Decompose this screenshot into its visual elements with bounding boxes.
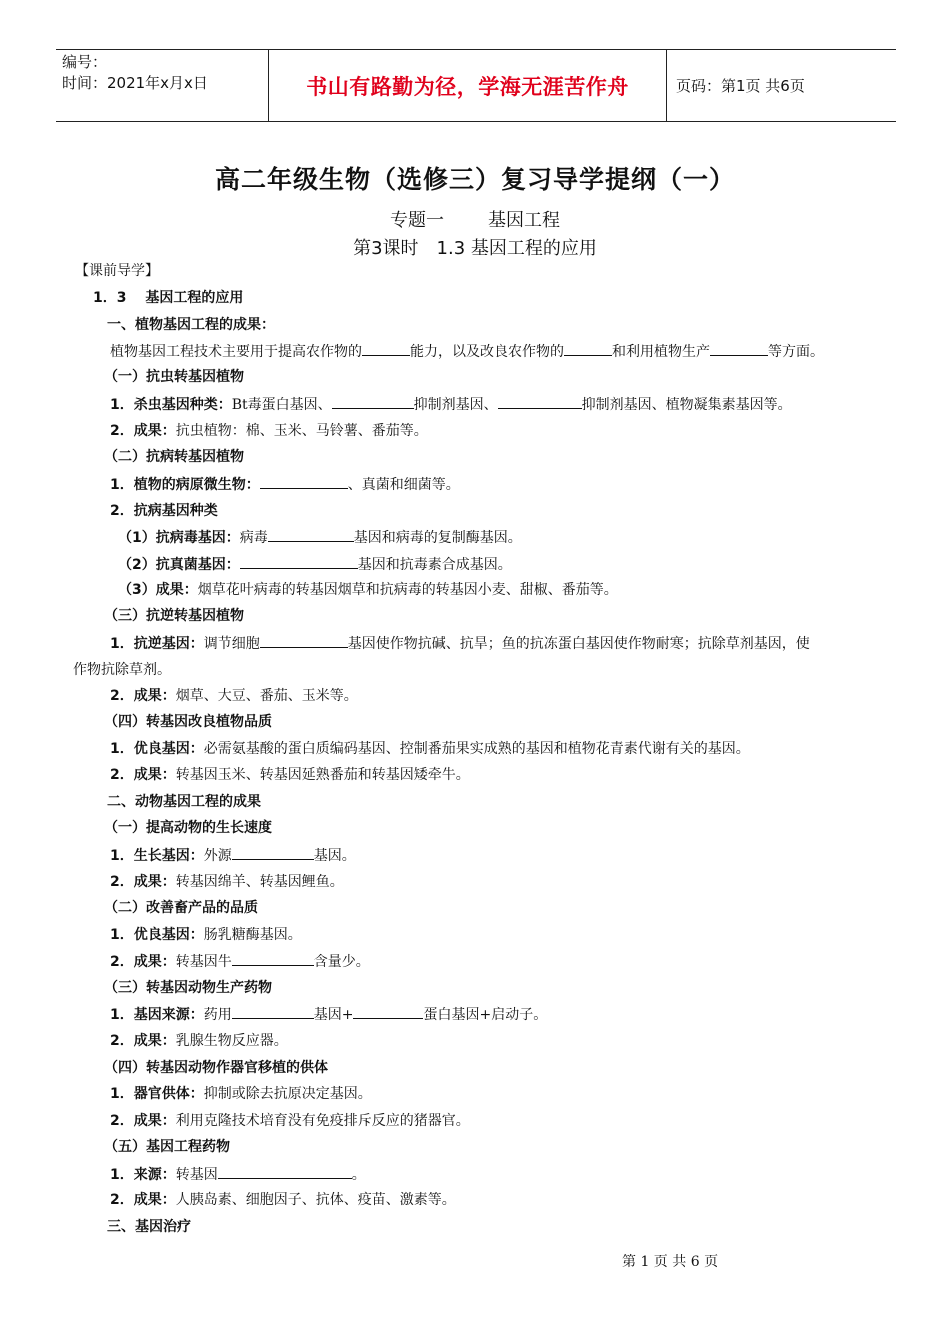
text-line: 2．成果：利用克隆技术培育没有免疫排斥反应的猪器官。 bbox=[110, 1113, 470, 1129]
header-table bbox=[56, 49, 896, 122]
text-line: 1．杀虫基因种类：Bt毒蛋白基因、 抑制剂基因、 抑制剂基因、植物凝集素基因等。 bbox=[110, 397, 792, 413]
subsection-heading: （四）转基因动物作器官移植的供体 bbox=[104, 1060, 328, 1076]
subsection-heading: （一）提高动物的生长速度 bbox=[104, 820, 272, 836]
text-line: （1）抗病毒基因：病毒 基因和病毒的复制酶基因。 bbox=[118, 530, 522, 546]
text-line: 1．植物的病原微生物： 、真菌和细菌等。 bbox=[110, 477, 460, 493]
subsection-heading: （三）转基因动物生产药物 bbox=[104, 980, 272, 996]
section-heading: 一、植物基因工程的成果： bbox=[107, 317, 275, 333]
time-label: 时间：2021年x月x日 bbox=[62, 74, 208, 92]
subsection-heading: （一）抗虫转基因植物 bbox=[104, 369, 244, 385]
subsection-heading: （四）转基因改良植物品质 bbox=[104, 714, 272, 730]
header-page-info: 页码：第1页 共6页 bbox=[676, 77, 805, 95]
text-line: 1．器官供体：抑制或除去抗原决定基因。 bbox=[110, 1086, 372, 1102]
header-info bbox=[62, 52, 267, 94]
text-line: 2．成果：抗虫植物：棉、玉米、马铃薯、番茄等。 bbox=[110, 423, 428, 439]
lesson-heading: 第3课时 1.3 基因工程的应用 bbox=[353, 238, 597, 259]
text-line: 1．优良基因：必需氨基酸的蛋白质编码基因、控制番茄果实成熟的基因和植物花青素代谢有关的基因。 bbox=[110, 741, 750, 757]
text-line: （3）成果：烟草花叶病毒的转基因烟草和抗病毒的转基因小麦、甜椒、番茄等。 bbox=[118, 582, 618, 598]
header-motto: 书山有路勤为径，学海无涯苦作舟 bbox=[306, 74, 629, 99]
text-line: 作物抗除草剂。 bbox=[73, 662, 171, 678]
text-line: （2）抗真菌基因： 基因和抗毒素合成基因。 bbox=[118, 557, 512, 573]
header-divider bbox=[666, 50, 667, 121]
document-title: 高二年级生物（选修三）复习导学提纲（一） bbox=[214, 165, 735, 194]
text-line: 1．抗逆基因：调节细胞 基因使作物抗碱、抗旱；鱼的抗冻蛋白基因使作物耐寒；抗除草剂基因，使 bbox=[110, 636, 810, 652]
subsection-heading: （五）基因工程药物 bbox=[104, 1139, 230, 1155]
text-line: 2．成果：人胰岛素、细胞因子、抗体、疫苗、激素等。 bbox=[110, 1192, 456, 1208]
topic-label: 专题一 bbox=[390, 210, 444, 231]
section-label: 【课前导学】 bbox=[75, 263, 159, 279]
section-heading: 二、动物基因工程的成果 bbox=[107, 794, 261, 810]
text-line: 2．成果：转基因玉米、转基因延熟番茄和转基因矮牵牛。 bbox=[110, 767, 470, 783]
text-line: 2．成果：转基因牛 含量少。 bbox=[110, 954, 370, 970]
text-line: 2．成果：乳腺生物反应器。 bbox=[110, 1033, 288, 1049]
text-line: 2．成果：烟草、大豆、番茄、玉米等。 bbox=[110, 688, 358, 704]
text-line: 1．优良基因：肠乳糖酶基因。 bbox=[110, 927, 302, 943]
subsection-heading: （二）改善畜产品的品质 bbox=[104, 900, 258, 916]
text-line: 2．成果：转基因绵羊、转基因鲤鱼。 bbox=[110, 874, 344, 890]
topic-heading bbox=[0, 206, 950, 232]
page-footer: 第 1 页 共 6 页 bbox=[622, 1254, 719, 1270]
topic-name: 基因工程 bbox=[488, 210, 560, 231]
subsection-heading: （二）抗病转基因植物 bbox=[104, 449, 244, 465]
text-line: 植物基因工程技术主要用于提高农作物的 能力，以及改良农作物的 和利用植物生产 等方面。 bbox=[110, 344, 824, 360]
subsection-heading: （三）抗逆转基因植物 bbox=[104, 608, 244, 624]
text-line: 1．基因来源：药用 基因+ 蛋白基因+启动子。 bbox=[110, 1007, 548, 1023]
number-label: 编号： bbox=[62, 53, 108, 71]
text-line: 1．来源：转基因 。 bbox=[110, 1167, 366, 1183]
section-heading: 三、基因治疗 bbox=[107, 1219, 191, 1235]
text-line: 2．抗病基因种类 bbox=[110, 503, 218, 519]
text-line: 1．生长基因：外源 基因。 bbox=[110, 848, 356, 864]
section-heading: 1．3 基因工程的应用 bbox=[93, 290, 244, 306]
